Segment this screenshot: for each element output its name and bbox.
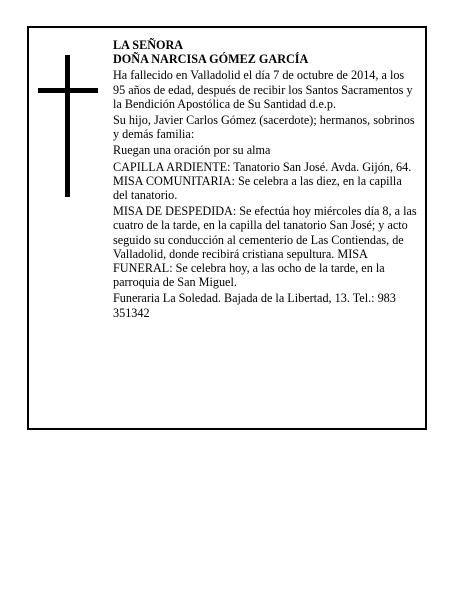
farewell-and-funeral-mass: MISA DE DESPEDIDA: Se efectúa hoy miércoles día 8, a las cuatro de la tarde, en la capilla del tanatorio San José; y acto seguido su conducción al cementerio de Las Contiendas, de Valladolid, donde recibirá cristiana sepultura. MISA FUNERAL: Se celebra hoy, a las ocho de la tarde, en la parroquia de San Miguel. [113,204,417,290]
chapel-and-community-mass: CAPILLA ARDIENTE: Tanatorio San José. Avda. Gijón, 64. MISA COMUNITARIA: Se celebra a las diez, en la capilla del tanatorio. [113,159,412,203]
latin-cross-icon [38,55,98,197]
cross-horizontal-bar [38,88,98,93]
obituary-text [113,38,419,320]
family-mourners: Su hijo, Javier Carlos Gómez (sacerdote); hermanos, sobrinos y demás familia: [113,113,415,142]
funeral-home-contact: Funeraria La Soledad. Bajada de la Libertad, 13. Tel.: 983 351342 [113,291,396,320]
prayer-request: Ruegan una oración por su alma [113,143,271,158]
deceased-name: DOÑA NARCISA GÓMEZ GARCÍA [113,52,309,67]
cross-vertical-bar [65,55,70,197]
notice-title: LA SEÑORA [113,38,184,52]
death-announcement: Ha fallecido en Valladolid el día 7 de octubre de 2014, a los 95 años de edad, después de recibir los Santos Sacramentos y la Bendición Apostólica de Su Santidad d.e.p. [113,68,413,111]
